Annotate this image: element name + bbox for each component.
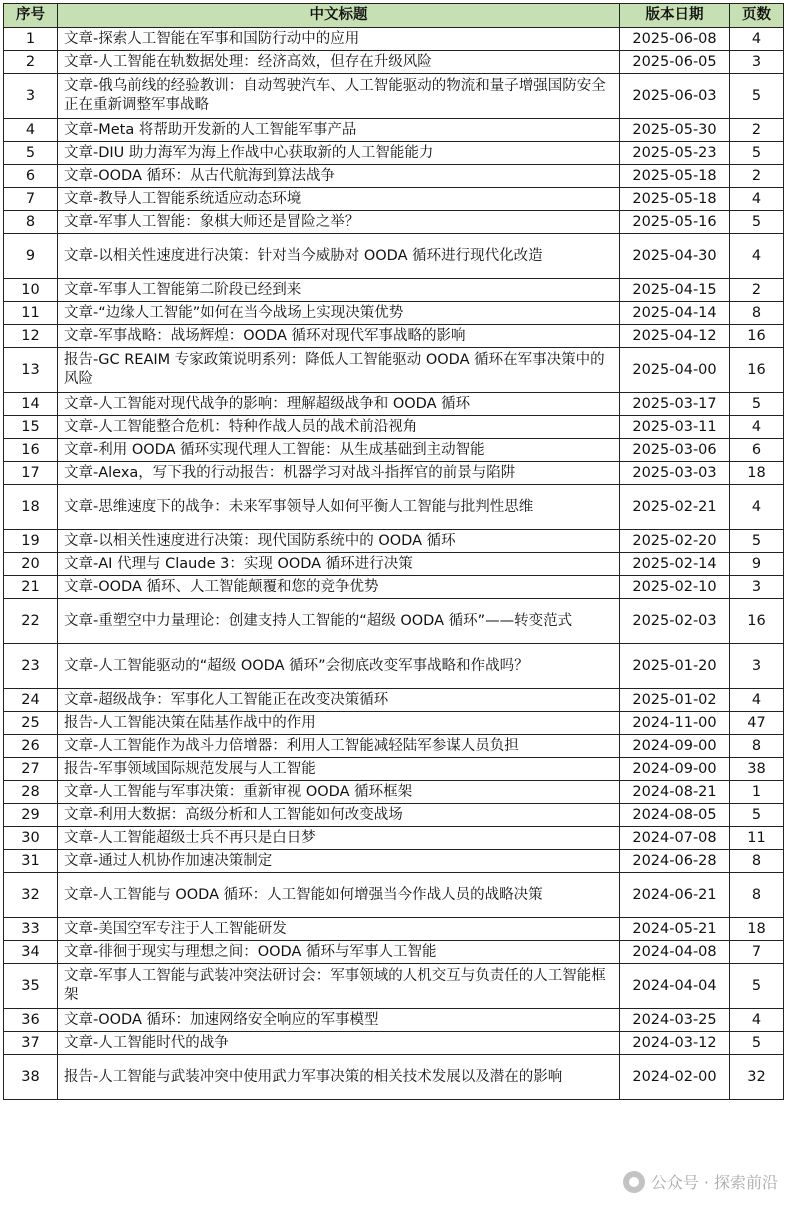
cell-title: 文章-人工智能与军事决策：重新审视 OODA 循环框架 [58,781,620,804]
table-row [4,1009,784,1032]
cell-date: 2024-09-00 [620,758,730,781]
cell-title: 文章-军事人工智能与武装冲突法研讨会：军事领域的人机交互与负责任的人工智能框架 [58,964,620,1009]
cell-index: 22 [4,599,58,644]
cell-index: 8 [4,211,58,234]
cell-pages: 4 [730,689,784,712]
table-row [4,576,784,599]
cell-pages: 32 [730,1055,784,1100]
cell-title: 文章-利用大数据：高级分析和人工智能如何改变战场 [58,804,620,827]
cell-pages: 5 [730,142,784,165]
cell-pages: 8 [730,735,784,758]
cell-index: 15 [4,416,58,439]
cell-pages: 3 [730,576,784,599]
cell-pages: 8 [730,302,784,325]
table-row [4,439,784,462]
cell-title: 报告-GC REAIM 专家政策说明系列：降低人工智能驱动 OODA 循环在军事决策中的风险 [58,348,620,393]
table-row [4,165,784,188]
cell-title: 文章-俄乌前线的经验教训：自动驾驶汽车、人工智能驱动的物流和量子增强国防安全正在重新调整军事战略 [58,74,620,119]
cell-pages: 1 [730,781,784,804]
cell-date: 2025-05-16 [620,211,730,234]
cell-pages: 8 [730,873,784,918]
table-row [4,211,784,234]
cell-index: 7 [4,188,58,211]
cell-title: 文章-OODA 循环：从古代航海到算法战争 [58,165,620,188]
table-row [4,74,784,119]
cell-index: 24 [4,689,58,712]
cell-index: 23 [4,644,58,689]
cell-pages: 2 [730,165,784,188]
cell-date: 2025-06-05 [620,51,730,74]
cell-title: 文章-Alexa，写下我的行动报告：机器学习对战斗指挥官的前景与陷阱 [58,462,620,485]
table-header-row [4,4,784,28]
table-row [4,918,784,941]
cell-date: 2025-03-11 [620,416,730,439]
cell-index: 25 [4,712,58,735]
cell-pages: 5 [730,74,784,119]
cell-date: 2025-01-02 [620,689,730,712]
table-row [4,119,784,142]
cell-title: 文章-人工智能作为战斗力倍增器：利用人工智能减轻陆军参谋人员负担 [58,735,620,758]
cell-date: 2025-04-00 [620,348,730,393]
cell-title: 文章-OODA 循环、人工智能颠覆和您的竞争优势 [58,576,620,599]
cell-title: 文章-美国空军专注于人工智能研发 [58,918,620,941]
cell-date: 2024-11-00 [620,712,730,735]
cell-index: 27 [4,758,58,781]
cell-index: 20 [4,553,58,576]
table-row [4,712,784,735]
cell-pages: 18 [730,462,784,485]
cell-index: 13 [4,348,58,393]
cell-pages: 4 [730,188,784,211]
cell-index: 3 [4,74,58,119]
cell-date: 2024-04-04 [620,964,730,1009]
watermark-text: 公众号 · 探索前沿 [650,1173,778,1192]
cell-index: 18 [4,485,58,530]
cell-title: 文章-DIU 助力海军为海上作战中心获取新的人工智能能力 [58,142,620,165]
cell-title: 文章-人工智能超级士兵不再只是白日梦 [58,827,620,850]
cell-pages: 5 [730,530,784,553]
cell-date: 2024-02-00 [620,1055,730,1100]
table-row [4,462,784,485]
cell-date: 2025-04-30 [620,234,730,279]
table-row [4,234,784,279]
cell-index: 16 [4,439,58,462]
cell-pages: 5 [730,964,784,1009]
cell-pages: 11 [730,827,784,850]
table-row [4,51,784,74]
cell-pages: 2 [730,279,784,302]
cell-index: 5 [4,142,58,165]
cell-index: 17 [4,462,58,485]
cell-index: 10 [4,279,58,302]
cell-date: 2024-09-00 [620,735,730,758]
cell-index: 6 [4,165,58,188]
cell-pages: 7 [730,941,784,964]
cell-date: 2024-07-08 [620,827,730,850]
cell-index: 2 [4,51,58,74]
cell-title: 文章-AI 代理与 Claude 3：实现 OODA 循环进行决策 [58,553,620,576]
cell-title: 报告-人工智能决策在陆基作战中的作用 [58,712,620,735]
cell-date: 2025-01-20 [620,644,730,689]
cell-date: 2025-03-06 [620,439,730,462]
cell-title: 文章-军事人工智能第二阶段已经到来 [58,279,620,302]
cell-title: 文章-人工智能整合危机：特种作战人员的战术前沿视角 [58,416,620,439]
cell-pages: 18 [730,918,784,941]
cell-date: 2025-02-20 [620,530,730,553]
cell-index: 12 [4,325,58,348]
cell-date: 2025-06-08 [620,28,730,51]
cell-pages: 6 [730,439,784,462]
cell-index: 35 [4,964,58,1009]
table-row [4,279,784,302]
cell-date: 2025-02-03 [620,599,730,644]
cell-date: 2025-05-30 [620,119,730,142]
cell-title: 文章-以相关性速度进行决策：现代国防系统中的 OODA 循环 [58,530,620,553]
cell-title: 报告-人工智能与武装冲突中使用武力军事决策的相关技术发展以及潜在的影响 [58,1055,620,1100]
table-row [4,964,784,1009]
col-header-title: 中文标题 [58,4,620,28]
table-row [4,827,784,850]
cell-pages: 2 [730,119,784,142]
cell-title: 文章-利用 OODA 循环实现代理人工智能：从生成基础到主动智能 [58,439,620,462]
cell-title: 文章-OODA 循环：加速网络安全响应的军事模型 [58,1009,620,1032]
cell-index: 21 [4,576,58,599]
table-row [4,873,784,918]
cell-pages: 9 [730,553,784,576]
cell-index: 9 [4,234,58,279]
table-row [4,804,784,827]
cell-index: 11 [4,302,58,325]
cell-date: 2025-02-10 [620,576,730,599]
wechat-icon [623,1171,645,1193]
cell-index: 33 [4,918,58,941]
cell-date: 2024-08-21 [620,781,730,804]
table-row [4,1032,784,1055]
table-row [4,553,784,576]
table-row [4,302,784,325]
cell-pages: 16 [730,348,784,393]
table-row [4,485,784,530]
cell-pages: 38 [730,758,784,781]
cell-title: 文章-人工智能与 OODA 循环：人工智能如何增强当今作战人员的战略决策 [58,873,620,918]
cell-title: 文章-探索人工智能在军事和国防行动中的应用 [58,28,620,51]
cell-index: 31 [4,850,58,873]
table-row [4,416,784,439]
cell-pages: 8 [730,850,784,873]
cell-date: 2024-03-12 [620,1032,730,1055]
cell-date: 2024-06-28 [620,850,730,873]
cell-date: 2025-05-18 [620,188,730,211]
cell-title: 文章-通过人机协作加速决策制定 [58,850,620,873]
table-row [4,599,784,644]
col-header-date: 版本日期 [620,4,730,28]
table-row [4,1055,784,1100]
table-row [4,689,784,712]
cell-date: 2024-08-05 [620,804,730,827]
cell-title: 文章-军事战略：战场辉煌：OODA 循环对现代军事战略的影响 [58,325,620,348]
cell-pages: 3 [730,51,784,74]
cell-index: 30 [4,827,58,850]
cell-pages: 5 [730,1032,784,1055]
cell-pages: 47 [730,712,784,735]
cell-date: 2025-04-15 [620,279,730,302]
cell-title: 文章-思维速度下的战争：未来军事领导人如何平衡人工智能与批判性思维 [58,485,620,530]
cell-pages: 16 [730,325,784,348]
cell-title: 文章-人工智能对现代战争的影响：理解超级战争和 OODA 循环 [58,393,620,416]
cell-date: 2025-02-14 [620,553,730,576]
cell-index: 32 [4,873,58,918]
cell-index: 29 [4,804,58,827]
cell-pages: 4 [730,234,784,279]
table-row [4,758,784,781]
cell-index: 36 [4,1009,58,1032]
cell-index: 28 [4,781,58,804]
cell-title: 文章-人工智能时代的战争 [58,1032,620,1055]
cell-title: 文章-人工智能驱动的“超级 OODA 循环”会彻底改变军事战略和作战吗？ [58,644,620,689]
cell-pages: 4 [730,1009,784,1032]
cell-date: 2025-05-18 [620,165,730,188]
table-row [4,188,784,211]
cell-title: 文章-重塑空中力量理论：创建支持人工智能的“超级 OODA 循环”——转变范式 [58,599,620,644]
table-row [4,850,784,873]
col-header-index: 序号 [4,4,58,28]
watermark [623,1170,778,1193]
cell-date: 2025-06-03 [620,74,730,119]
table-row [4,941,784,964]
cell-title: 文章-以相关性速度进行决策：针对当今威胁对 OODA 循环进行现代化改造 [58,234,620,279]
cell-date: 2024-05-21 [620,918,730,941]
cell-title: 文章-徘徊于现实与理想之间：OODA 循环与军事人工智能 [58,941,620,964]
cell-date: 2025-03-03 [620,462,730,485]
table-row [4,142,784,165]
cell-date: 2025-05-23 [620,142,730,165]
cell-pages: 3 [730,644,784,689]
cell-title: 报告-军事领域国际规范发展与人工智能 [58,758,620,781]
cell-date: 2024-04-08 [620,941,730,964]
table-row [4,781,784,804]
cell-pages: 16 [730,599,784,644]
table-row [4,348,784,393]
cell-title: 文章-“边缘人工智能”如何在当今战场上实现决策优势 [58,302,620,325]
table-row [4,28,784,51]
cell-title: 文章-超级战争：军事化人工智能正在改变决策循环 [58,689,620,712]
cell-title: 文章-教导人工智能系统适应动态环境 [58,188,620,211]
cell-index: 34 [4,941,58,964]
table-row [4,644,784,689]
cell-pages: 5 [730,211,784,234]
cell-date: 2024-03-25 [620,1009,730,1032]
cell-pages: 4 [730,485,784,530]
table-row [4,393,784,416]
table-body [4,28,784,1100]
cell-pages: 4 [730,28,784,51]
col-header-pages: 页数 [730,4,784,28]
cell-pages: 4 [730,416,784,439]
cell-index: 4 [4,119,58,142]
cell-index: 38 [4,1055,58,1100]
cell-title: 文章-军事人工智能：象棋大师还是冒险之举？ [58,211,620,234]
cell-index: 26 [4,735,58,758]
cell-title: 文章-Meta 将帮助开发新的人工智能军事产品 [58,119,620,142]
cell-pages: 5 [730,804,784,827]
cell-date: 2025-03-17 [620,393,730,416]
cell-index: 19 [4,530,58,553]
cell-index: 1 [4,28,58,51]
cell-date: 2025-04-12 [620,325,730,348]
table-row [4,530,784,553]
cell-index: 37 [4,1032,58,1055]
article-table [3,3,784,1100]
cell-title: 文章-人工智能在轨数据处理：经济高效，但存在升级风险 [58,51,620,74]
table-row [4,325,784,348]
cell-date: 2025-02-21 [620,485,730,530]
cell-pages: 5 [730,393,784,416]
cell-index: 14 [4,393,58,416]
cell-date: 2024-06-21 [620,873,730,918]
table-row [4,735,784,758]
cell-date: 2025-04-14 [620,302,730,325]
